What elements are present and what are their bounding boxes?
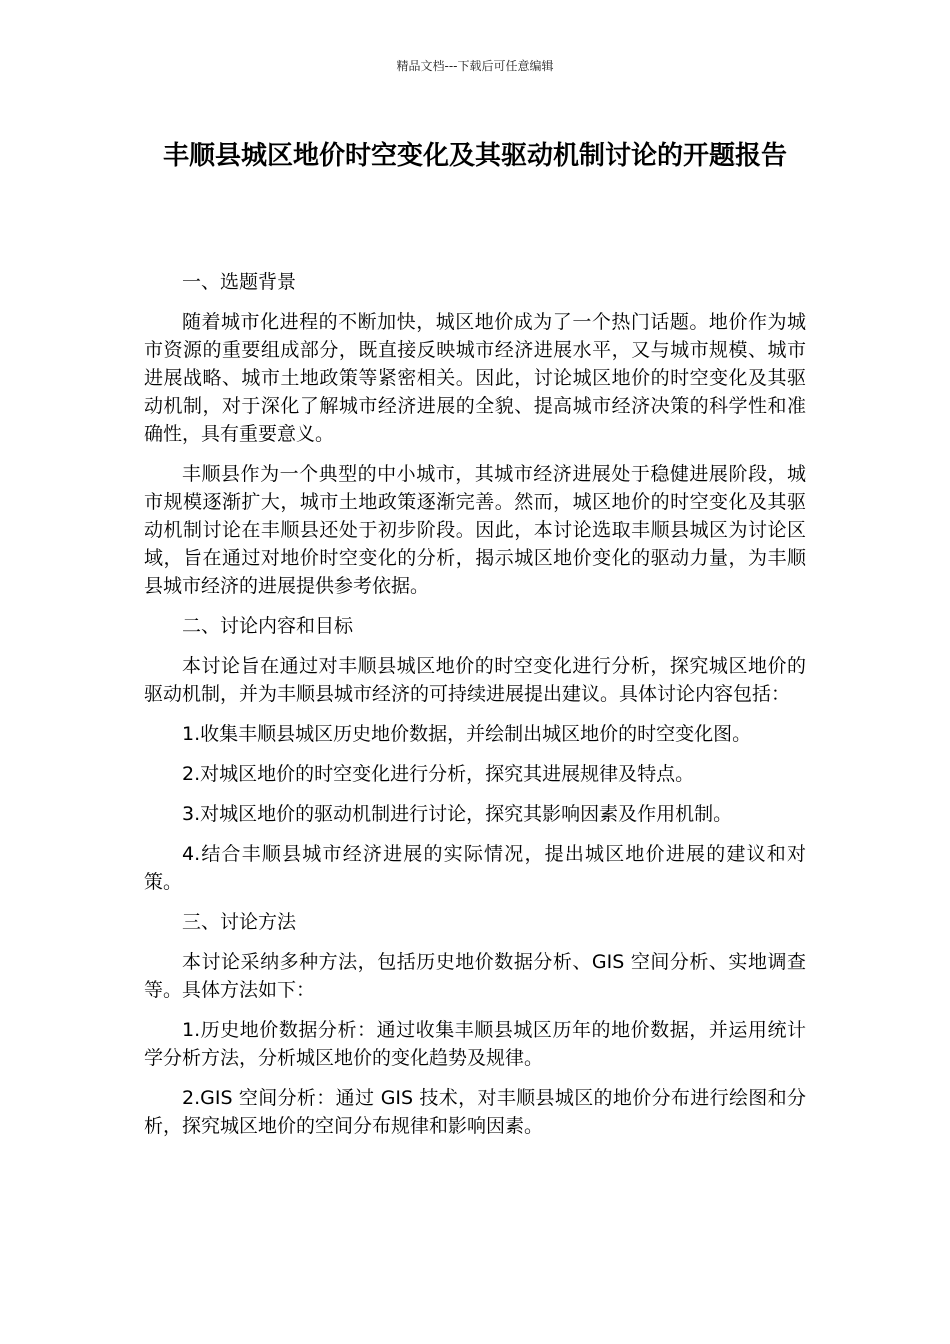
page-header-note: 精品文档---下载后可任意编辑 (396, 59, 554, 73)
list-item: 3.对城区地价的驱动机制进行讨论，探究其影响因素及作用机制。 (182, 803, 733, 825)
paragraph: 丰顺县作为一个典型的中小城市，其城市经济进展处于稳健进展阶段，城市规模逐渐扩大，城市土地政策逐渐完善。然而，城区地价的时空变化及其驱动机制讨论在丰顺县还处于初步阶段。因此，本讨论选取丰顺县城区为讨论区域，旨在通过对地价时空变化的分析，揭示城区地价变化的驱动力量，为丰顺县城市经济的进展提供参考依据。 (144, 463, 806, 597)
list-item: 1.收集丰顺县城区历史地价数据，并绘制出城区地价的时空变化图。 (182, 723, 752, 745)
list-item: 4.结合丰顺县城市经济进展的实际情况，提出城区地价进展的建议和对策。 (144, 843, 806, 893)
paragraph: 随着城市化进程的不断加快，城区地价成为了一个热门话题。地价作为城市资源的重要组成部分，既直接反映城市经济进展水平，又与城市规模、城市进展战略、城市土地政策等紧密相关。因此，讨论城区地价的时空变化及其驱动机制，对于深化了解城市经济进展的全貌、提高城市经济决策的科学性和准确性，具有重要意义。 (144, 311, 806, 445)
list-item: 2.GIS 空间分析：通过 GIS 技术，对丰顺县城区的地价分布进行绘图和分析，探究城区地价的空间分布规律和影响因素。 (144, 1087, 806, 1137)
list-item: 2.对城区地价的时空变化进行分析，探究其进展规律及特点。 (182, 763, 695, 785)
list-item: 1.历史地价数据分析：通过收集丰顺县城区历年的地价数据，并运用统计学分析方法，分析城区地价的变化趋势及规律。 (144, 1019, 806, 1069)
document-title: 丰顺县城区地价时空变化及其驱动机制讨论的开题报告 (162, 141, 787, 171)
paragraph: 本讨论采纳多种方法，包括历史地价数据分析、GIS 空间分析、实地调查等。具体方法如下： (144, 951, 806, 1001)
document-body (144, 268, 806, 1152)
section-heading-content: 二、讨论内容和目标 (182, 615, 354, 637)
section-heading-background: 一、选题背景 (182, 271, 297, 293)
section-heading-methods: 三、讨论方法 (182, 911, 297, 933)
paragraph: 本讨论旨在通过对丰顺县城区地价的时空变化进行分析，探究城区地价的驱动机制，并为丰顺县城市经济的可持续进展提出建议。具体讨论内容包括： (144, 655, 806, 705)
